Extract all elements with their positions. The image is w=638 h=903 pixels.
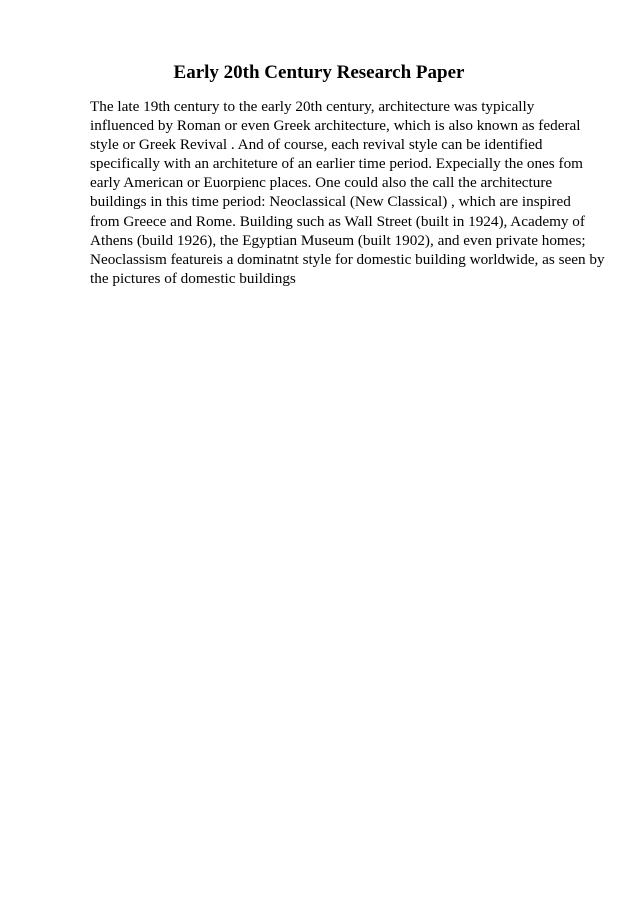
paragraph-line: Athens (build 1926), the Egyptian Museum (built 1902), and even private homes; [90,231,586,249]
paragraph-line: specifically with an architeture of an earlier time period. Expecially the ones fom [90,155,583,173]
paragraph-line: Neoclassism featureis a dominatnt style for domestic building worldwide, as seen by [90,250,605,268]
paragraph-line: influenced by Roman or even Greek architecture, which is also known as federal [90,117,581,135]
paragraph-line: style or Greek Revival . And of course, each revival style can be identified [90,136,543,154]
paragraph-line: The late 19th century to the early 20th century, architecture was typically [90,98,535,115]
page-title: Early 20th Century Research Paper [173,62,465,83]
paragraph-line: the pictures of domestic buildings [90,269,296,287]
paragraph-line: buildings in this time period: Neoclassical (New Classical) , which are inspired [90,193,571,211]
paragraph-line: from Greece and Rome. Building such as Wall Street (built in 1924), Academy of [90,212,585,230]
body-paragraph [90,97,610,288]
paragraph-line: early American or Euorpienc places. One could also the call the architecture [90,174,553,192]
